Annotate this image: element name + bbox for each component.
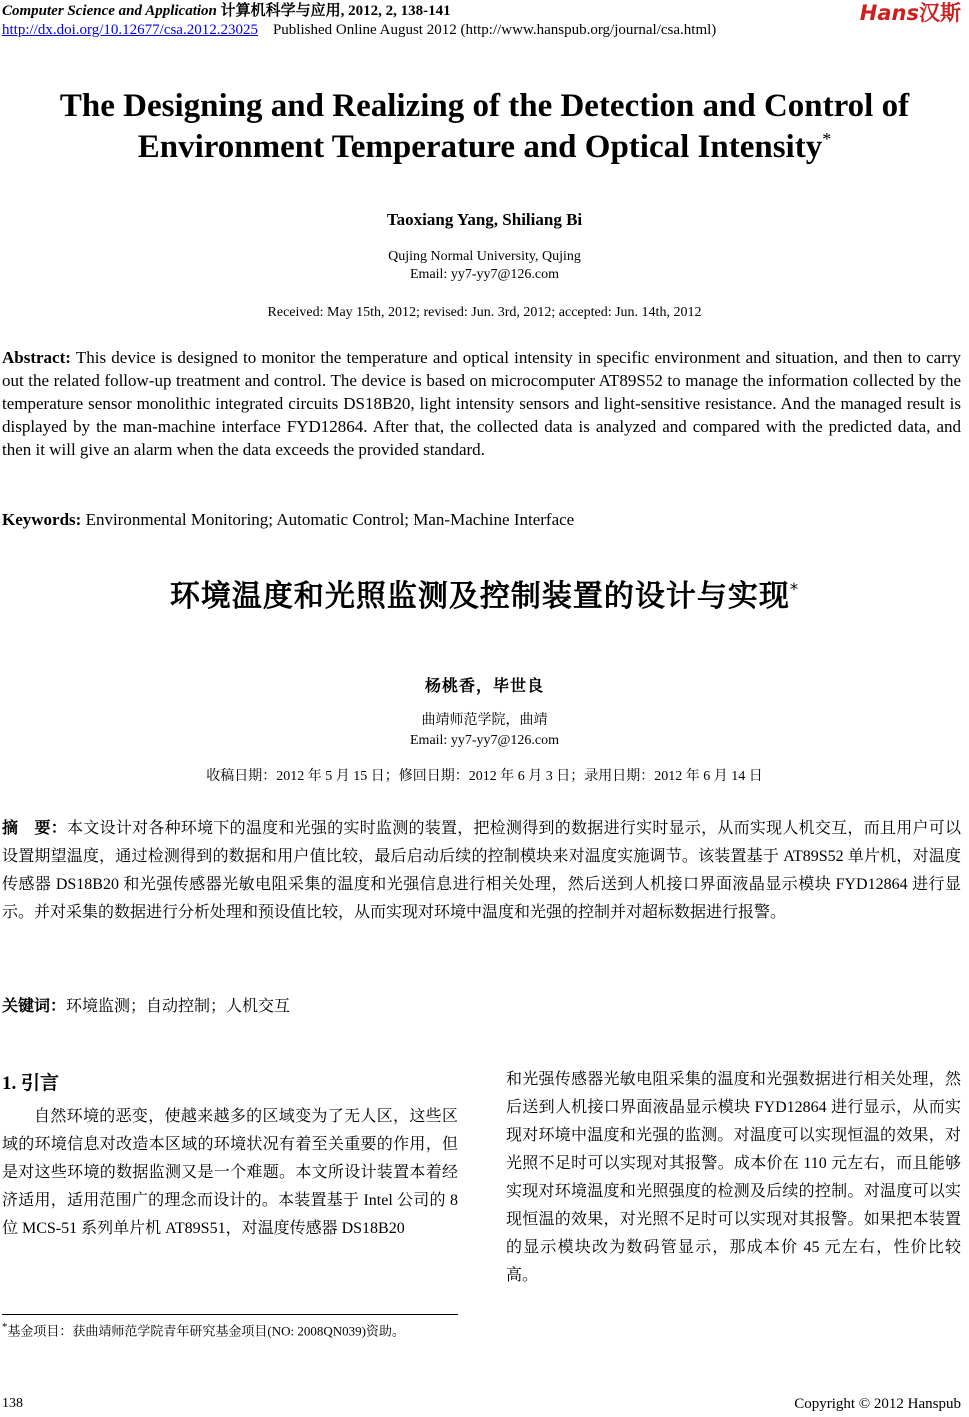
logo-text-cn: 汉斯 bbox=[919, 1, 961, 25]
title-en-text: The Designing and Realizing of the Detection and Control of Environment Temperature and Optical Intensity bbox=[59, 88, 910, 165]
keywords-cn-label: 关键词： bbox=[2, 996, 67, 1015]
left-column-text: 自然环境的恶变，使越来越多的区域变为了无人区，这些区域的环境信息对改造本区域的环境状况有着至关重要的作用，但是对这些环境的数据监测又是一个难题。本文所设计装置本着经济适用，适用范围广的理念而设计的。本装置基于 Intel 公司的 8 位 MCS-51 系列单片机 AT89S51，对温度传感器 DS18B20 bbox=[2, 1108, 458, 1237]
abstract-label: Abstract: bbox=[2, 348, 71, 367]
keywords-cn-text: 环境监测；自动控制；人机交互 bbox=[66, 998, 291, 1015]
copyright: Copyright © 2012 Hanspub bbox=[794, 1396, 961, 1412]
keywords-en bbox=[2, 508, 961, 531]
left-column bbox=[2, 1068, 458, 1243]
journal-name: Computer Science and Application bbox=[2, 3, 217, 19]
email-en: Email: yy7-yy7@126.com bbox=[410, 267, 559, 282]
right-column-text: 和光强传感器光敏电阻采集的温度和光强数据进行相关处理，然后送到人机接口界面液晶显示模块 FYD12864 进行显示，从而实现对环境中温度和光强的监测。对温度可以实现恒温的效果，对光照不足时可以实现对其报警。成本价在 110 元左右，而且能够实现对环境温度和光照强度的检测及后续的控制。对温度可以实现恒温的效果，对光照不足时可以实现对其报警。如果把本装置的显示模块改为数码管显示，那成本价 45 元左右，性价比较高。 bbox=[506, 1071, 961, 1284]
paper-title-cn bbox=[0, 578, 969, 616]
footnote-mark: * bbox=[2, 1321, 8, 1333]
section-number: 1. bbox=[2, 1073, 17, 1094]
title-cn-footnote-mark: * bbox=[789, 580, 800, 599]
running-header bbox=[2, 2, 716, 40]
journal-line bbox=[2, 2, 716, 21]
section-title: 引言 bbox=[21, 1072, 60, 1094]
received-cn: 收稿日期：2012 年 5 月 15 日；修回日期：2012 年 6 月 3 日；录用日期：2012 年 6 月 14 日 bbox=[206, 769, 763, 784]
publisher-logo bbox=[860, 0, 961, 26]
journal-name-cn: 计算机科学与应用 bbox=[220, 3, 341, 19]
footnote-text: 基金项目：获曲靖师范学院青年研究基金项目(NO: 2008QN039)资助。 bbox=[7, 1323, 405, 1339]
authors-en: Taoxiang Yang, Shiliang Bi bbox=[386, 210, 583, 229]
abstract-text: This device is designed to monitor the temperature and optical intensity in specific environment and situation, and then to carry out the related follow-up treatment and control. The device is based on microcomputer AT89S52 to manage the information collected by the temperature sensor monolithic integrated circuits DS18B20, light intensity sensors and light-sensitive resistance. And the managed result is displayed by the man-machine interface FYD12864. After that, the collected data is analyzed and compared with the predicted data, and then it will give an alarm when the data exceeds the provided standard. bbox=[2, 348, 961, 459]
keywords-text: Environmental Monitoring; Automatic Control; Man-Machine Interface bbox=[81, 510, 575, 529]
abstract-en bbox=[2, 346, 961, 461]
received-en: Received: May 15th, 2012; revised: Jun. 3rd, 2012; accepted: Jun. 14th, 2012 bbox=[267, 305, 702, 320]
page-number: 138 bbox=[2, 1396, 23, 1411]
affiliation-cn: 曲靖师范学院，曲靖 bbox=[421, 713, 548, 728]
authors-cn: 杨桃香，毕世良 bbox=[424, 678, 544, 695]
abstract-cn-label: 摘 要： bbox=[2, 818, 68, 837]
title-footnote-mark: * bbox=[822, 129, 832, 149]
affiliation-en: Qujing Normal University, Qujing bbox=[388, 249, 581, 264]
doi-link[interactable]: http://dx.doi.org/10.12677/csa.2012.23025 bbox=[2, 22, 258, 38]
footnote-divider bbox=[2, 1314, 458, 1315]
abstract-cn-text: 本文设计对各种环境下的温度和光强的实时监测的装置，把检测得到的数据进行实时显示，从而实现人机交互，而且用户可以设置期望温度，通过检测得到的数据和用户值比较，最后启动后续的控制模块来对温度实施调节。该装置基于 AT89S52 单片机，对温度传感器 DS18B20 和光强传感器光敏电阻采集的温度和光强信息进行相关处理，然后送到人机接口界面液晶显示模块 FYD12864 进行显示。并对采集的数据进行分析处理和预设值比较，从而实现对环境中温度和光强的控制并对超标数据进行报警。 bbox=[2, 820, 961, 921]
email-cn: Email: yy7-yy7@126.com bbox=[410, 733, 559, 748]
abstract-cn bbox=[2, 814, 961, 927]
keywords-cn bbox=[2, 992, 961, 1021]
footnote bbox=[2, 1318, 458, 1340]
section-heading-1 bbox=[2, 1068, 458, 1095]
paper-title-en bbox=[0, 86, 969, 168]
keywords-label: Keywords: bbox=[2, 510, 82, 529]
logo-text-en: Hans bbox=[859, 1, 919, 25]
doi-line bbox=[2, 21, 716, 40]
title-cn-text: 环境温度和光照监测及控制装置的设计与实现 bbox=[169, 579, 790, 614]
volume-info: , 2012, 2, 138-141 bbox=[340, 3, 451, 19]
published-online: Published Online August 2012 (http://www.hanspub.org/journal/csa.html) bbox=[272, 22, 717, 38]
